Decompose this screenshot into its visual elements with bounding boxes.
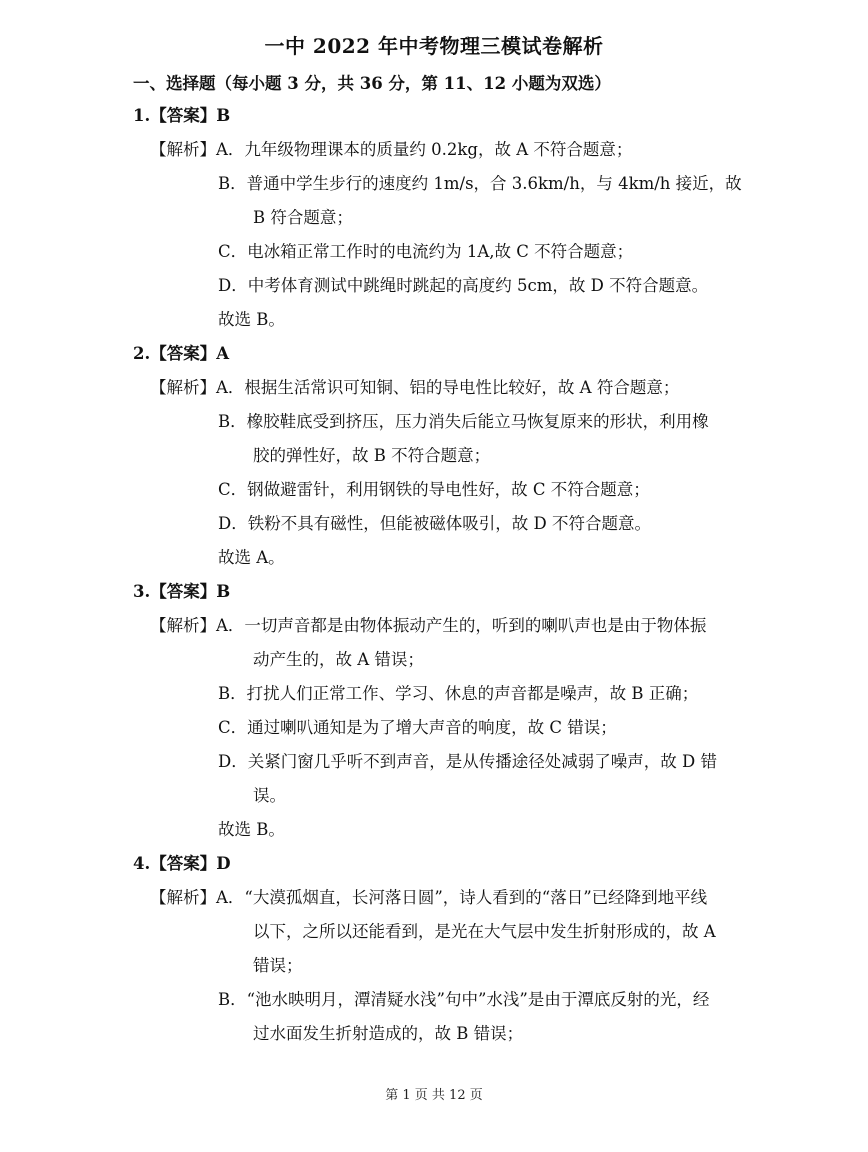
explanation-line: 【解析】A．九年级物理课本的质量约 0.2kg，故 A 不符合题意； <box>150 140 633 159</box>
option-line: B．“池水映明月，潭清疑水浅”句中”水浅”是由于潭底反射的光，经 <box>218 990 710 1009</box>
option-line: B．橡胶鞋底受到挤压，压力消失后能立马恢复原来的形状，利用橡 <box>218 412 709 431</box>
continuation-line: 动产生的，故 A 错误； <box>253 650 424 669</box>
option-line: C．电冰箱正常工作时的电流约为 1A,故 C 不符合题意； <box>218 242 634 261</box>
option-line: C．通过喇叭通知是为了增大声音的响度，故 C 错误； <box>218 718 617 737</box>
option-line: C．钢做避雷针，利用钢铁的导电性好，故 C 不符合题意； <box>218 480 650 499</box>
continuation-line: 以下，之所以还能看到，是光在大气层中发生折射形成的，故 A <box>253 922 716 941</box>
continuation-line: B 符合题意； <box>253 208 353 227</box>
page-footer: 第 1 页 共 12 页 <box>385 1088 483 1103</box>
option-line: B．打扰人们正常工作、学习、休息的声音都是噪声，故 B 正确； <box>218 684 699 703</box>
option-line: D．关紧门窗几乎听不到声音，是从传播途径处减弱了噪声，故 D 错 <box>218 752 717 771</box>
continuation-line: 胶的弹性好，故 B 不符合题意； <box>253 446 491 465</box>
explanation-line: 【解析】A．一切声音都是由物体振动产生的，听到的喇叭声也是由于物体振 <box>150 616 707 635</box>
section-heading: 一、选择题（每小题 3 分，共 36 分，第 11、12 小题为双选） <box>133 74 611 93</box>
page-title: 一中 2022 年中考物理三模试卷解析 <box>264 34 604 58</box>
explanation-line: 【解析】A．“大漠孤烟直，长河落日圆”，诗人看到的“落日”已经降到地平线 <box>150 888 708 907</box>
continuation-line: 过水面发生折射造成的，故 B 错误； <box>253 1024 524 1043</box>
answer-heading-1: 1.【答案】B <box>133 106 231 125</box>
conclusion-line: 故选 B。 <box>218 310 285 329</box>
answer-heading-3: 3.【答案】B <box>133 582 231 601</box>
continuation-line: 错误； <box>253 956 303 975</box>
continuation-line: 误。 <box>253 786 286 805</box>
option-line: D．中考体育测试中跳绳时跳起的高度约 5cm，故 D 不符合题意。 <box>218 276 709 295</box>
answer-heading-4: 4.【答案】D <box>133 854 231 873</box>
conclusion-line: 故选 A。 <box>218 548 285 567</box>
answer-heading-2: 2.【答案】A <box>133 344 230 363</box>
option-line: D．铁粉不具有磁性，但能被磁体吸引，故 D 不符合题意。 <box>218 514 651 533</box>
option-line: B．普通中学生步行的速度约 1m/s，合 3.6km/h，与 4km/h 接近，故 <box>218 174 742 193</box>
explanation-line: 【解析】A．根据生活常识可知铜、铝的导电性比较好，故 A 符合题意； <box>150 378 680 397</box>
conclusion-line: 故选 B。 <box>218 820 285 839</box>
